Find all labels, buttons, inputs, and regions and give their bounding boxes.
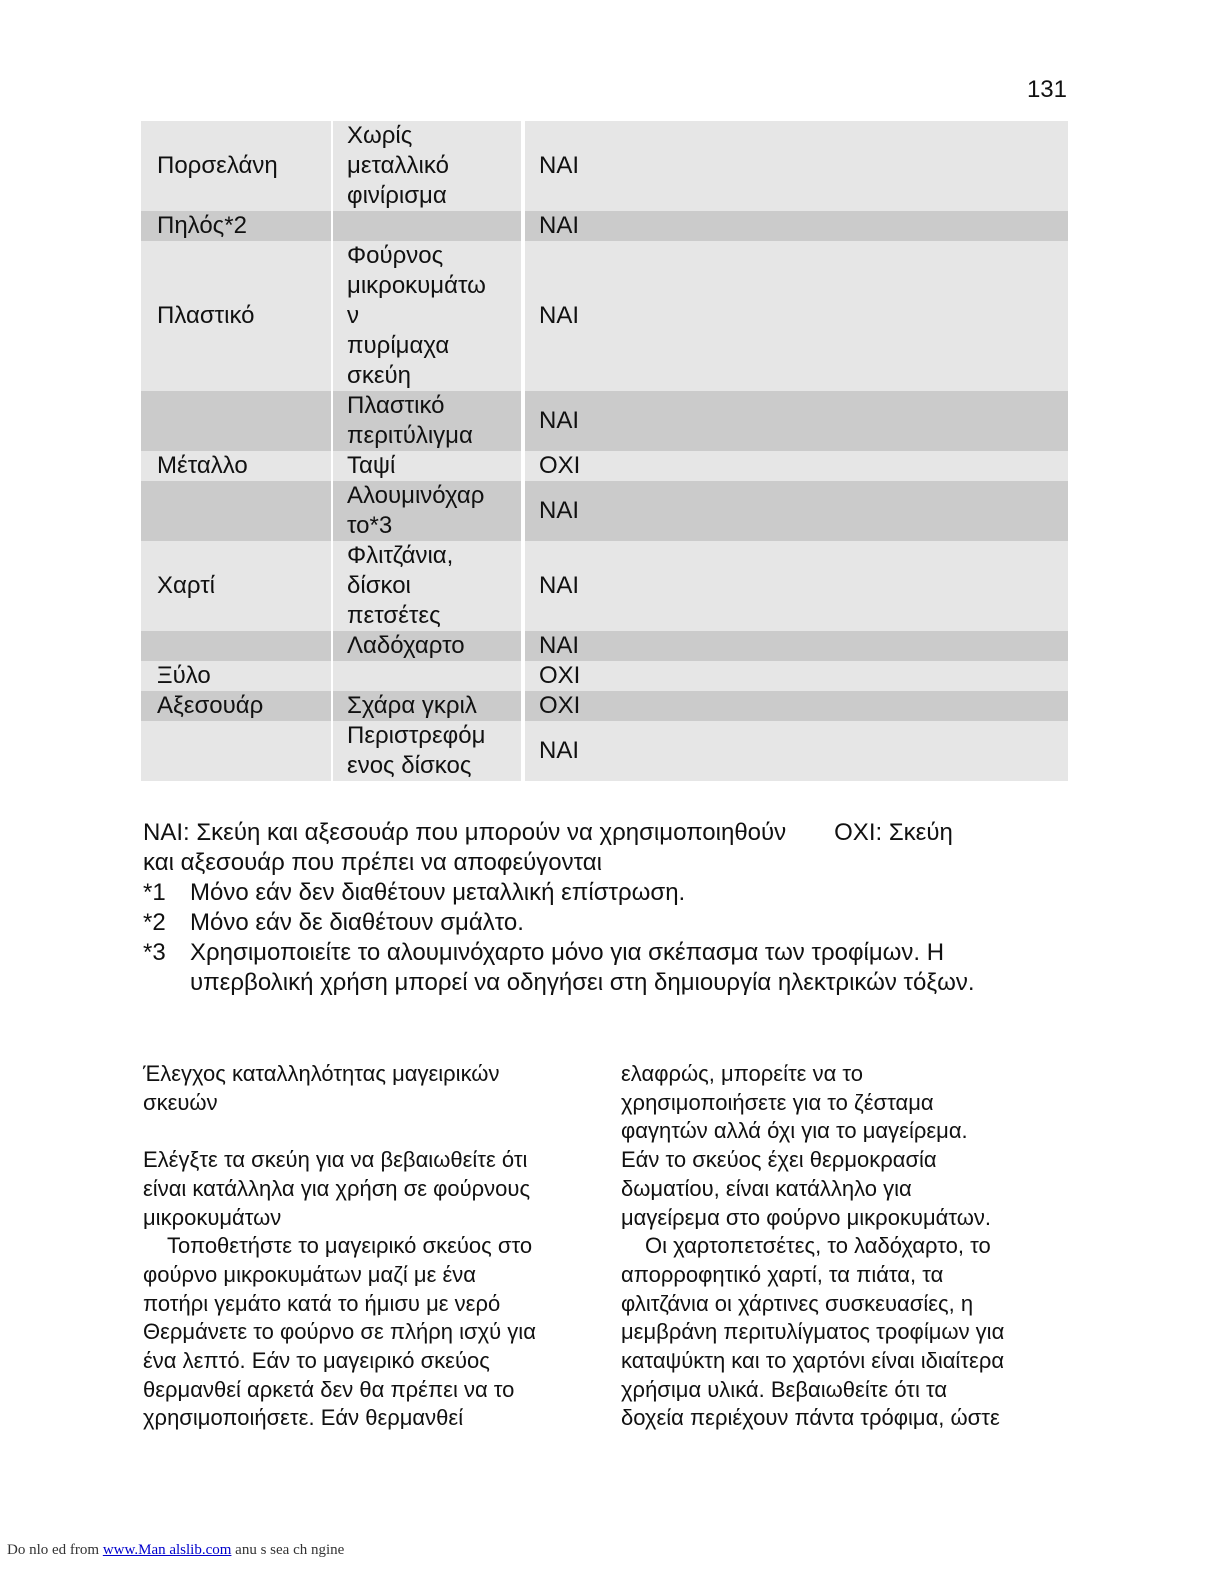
item-line: φινίρισμα	[347, 182, 447, 209]
item-cell	[331, 541, 521, 631]
suitability-cell: ΝΑΙ	[521, 481, 1068, 541]
download-footer	[7, 1542, 344, 1559]
text-line: δωματίου, είναι κατάλληλο για	[621, 1175, 912, 1201]
item-line: σκεύη	[347, 362, 411, 389]
item-line: Περιστρεφόμ	[347, 722, 486, 749]
item-cell	[331, 661, 521, 691]
suitability-cell: ΝΑΙ	[521, 541, 1068, 631]
material-cell	[141, 481, 331, 541]
footnotes	[143, 878, 1073, 998]
item-cell	[331, 121, 521, 211]
table-row	[141, 481, 1068, 541]
item-cell	[331, 631, 521, 661]
text-line: φούρνο μικροκυμάτων μαζί με ένα	[143, 1261, 477, 1287]
material-cell: Πηλός*2	[141, 211, 331, 241]
text-line: ποτήρι γεμάτο κατά το ήμισυ με νερό	[143, 1290, 501, 1316]
footer-suffix: anu s sea ch ngine	[235, 1542, 345, 1558]
footnote-mark: *1	[143, 879, 166, 906]
table-row	[141, 391, 1068, 451]
item-cell	[331, 451, 521, 481]
footer-prefix: Do nlo ed from	[7, 1542, 100, 1558]
text-line: ελαφρώς, μπορείτε να το	[621, 1061, 864, 1086]
material-cell: Πλαστικό	[141, 241, 331, 391]
item-line: ν	[347, 302, 359, 329]
material-cell	[141, 721, 331, 781]
suitability-cell: ΝΑΙ	[521, 211, 1068, 241]
item-line: πυρίμαχα	[347, 332, 450, 359]
text-line: δοχεία περιέχουν πάντα τρόφιμα, ώστε	[621, 1405, 1000, 1431]
suitability-cell: ΝΑΙ	[521, 721, 1068, 781]
suitability-cell: ΟΧΙ	[521, 451, 1068, 481]
table-row	[141, 211, 1068, 241]
material-cell: Αξεσουάρ	[141, 691, 331, 721]
material-cell: Ξύλο	[141, 661, 331, 691]
section-intro	[143, 1146, 603, 1232]
footnote-text	[190, 878, 685, 908]
item-line: ενος δίσκος	[347, 752, 472, 779]
text-line: χρήσιμα υλικά. Βεβαιωθείτε ότι τα	[621, 1376, 948, 1402]
footnote-line: Μόνο εάν δεν διαθέτουν μεταλλική επίστρωση.	[190, 879, 686, 906]
materials-table	[141, 121, 1068, 781]
table-row	[141, 451, 1068, 481]
item-cell	[331, 721, 521, 781]
item-line: Χωρίς	[347, 122, 413, 149]
legend-no-continued: και αξεσουάρ που πρέπει να αποφεύγονται	[143, 849, 602, 876]
suitability-cell: ΝΑΙ	[521, 391, 1068, 451]
text-line: απορροφητικό χαρτί, τα πιάτα, τα	[621, 1261, 944, 1287]
suitability-cell: ΟΧΙ	[521, 691, 1068, 721]
item-line: μεταλλικό	[347, 152, 449, 179]
item-line: Σχάρα γκριλ	[347, 692, 477, 719]
footnote-text	[190, 938, 975, 998]
text-line: σκευών	[143, 1089, 218, 1115]
footnote	[143, 938, 1073, 998]
table-row	[141, 241, 1068, 391]
text-line: Θερμάνετε το φούρνο σε πλήρη ισχύ για	[143, 1319, 536, 1345]
text-line: χρησιμοποιήσετε. Εάν θερμανθεί	[143, 1405, 464, 1431]
suitability-cell: ΟΧΙ	[521, 661, 1068, 691]
item-cell	[331, 241, 521, 391]
legend-yes: ΝΑΙ: Σκεύη και αξεσουάρ που μπορούν να χρησιμοποιηθούν	[143, 819, 787, 846]
legend-no: ΟΧΙ: Σκεύη	[834, 819, 953, 846]
table-row	[141, 721, 1068, 781]
left-column	[143, 1060, 603, 1433]
footnote-line: Χρησιμοποιείτε το αλουμινόχαρτο μόνο για σκέπασμα των τροφίμων. Η	[190, 939, 945, 966]
text-line: Έλεγχος καταλληλότητας μαγειρικών	[143, 1061, 500, 1086]
text-line: καταψύκτη και το χαρτόνι είναι ιδιαίτερα	[621, 1348, 1005, 1374]
section-paragraph	[621, 1232, 1071, 1433]
footnote	[143, 878, 1073, 908]
item-line: περιτύλιγμα	[347, 422, 473, 449]
item-line: Πλαστικό	[347, 392, 445, 419]
footnote-line: Μόνο εάν δε διαθέτουν σμάλτο.	[190, 909, 524, 936]
paragraph-continuation	[621, 1060, 1071, 1232]
text-line: φαγητών αλλά όχι για το μαγείρεμα.	[621, 1118, 968, 1144]
table-row	[141, 541, 1068, 631]
manualslib-link[interactable]: www.Man alslib.com	[102, 1542, 232, 1558]
footnote-line: υπερβολική χρήση μπορεί να οδηγήσει στη δημιουργία ηλεκτρικών τόξων.	[190, 969, 975, 996]
item-line: Λαδόχαρτο	[347, 632, 465, 659]
material-cell: Πορσελάνη	[141, 121, 331, 211]
table-row	[141, 691, 1068, 721]
section-paragraph	[143, 1232, 603, 1433]
item-line: το*3	[347, 512, 393, 539]
legend-line	[143, 818, 1073, 848]
item-line: δίσκοι	[347, 572, 411, 599]
suitability-cell: ΝΑΙ	[521, 631, 1068, 661]
text-line: ένα λεπτό. Εάν το μαγειρικό σκεύος	[143, 1348, 490, 1374]
text-line: Ελέγξτε τα σκεύη για να βεβαιωθείτε ότι	[143, 1147, 528, 1173]
text-line: θερμανθεί αρκετά δεν θα πρέπει να το	[143, 1376, 515, 1402]
legend	[143, 818, 1073, 998]
material-cell: Χαρτί	[141, 541, 331, 631]
text-line: χρησιμοποιήσετε για το ζέσταμα	[621, 1089, 934, 1115]
text-line: μικροκυμάτων	[143, 1204, 282, 1230]
item-line: Φλιτζάνια,	[347, 542, 454, 569]
text-line: Εάν το σκεύος έχει θερμοκρασία	[621, 1147, 937, 1173]
footnote-mark: *2	[143, 909, 166, 936]
section-heading	[143, 1060, 603, 1117]
footnote	[143, 908, 1073, 938]
item-cell	[331, 391, 521, 451]
item-cell	[331, 211, 521, 241]
footnote-mark: *3	[143, 939, 166, 966]
text-line: Οι χαρτοπετσέτες, το λαδόχαρτο, το	[645, 1233, 991, 1259]
table-row	[141, 631, 1068, 661]
page-number: 131	[1026, 76, 1067, 103]
item-line: μικροκυμάτω	[347, 272, 486, 299]
item-line: Ταψί	[347, 452, 396, 479]
material-cell: Μέταλλο	[141, 451, 331, 481]
table-row	[141, 121, 1068, 211]
item-cell	[331, 691, 521, 721]
item-line: πετσέτες	[347, 602, 441, 629]
text-line: Τοποθετήστε το μαγειρικό σκεύος στο	[167, 1233, 533, 1259]
text-line: μαγείρεμα στο φούρνο μικροκυμάτων.	[621, 1204, 992, 1230]
right-column	[621, 1060, 1071, 1433]
text-line: μεμβράνη περιτυλίγματος τροφίμων για	[621, 1319, 1005, 1345]
item-line: Αλουμινόχαρ	[347, 482, 485, 509]
material-cell	[141, 391, 331, 451]
table-row	[141, 661, 1068, 691]
item-line: Φούρνος	[347, 242, 444, 269]
item-cell	[331, 481, 521, 541]
text-line: φλιτζάνια οι χάρτινες συσκευασίες, η	[621, 1290, 974, 1316]
suitability-cell: ΝΑΙ	[521, 121, 1068, 211]
material-cell	[141, 631, 331, 661]
suitability-cell: ΝΑΙ	[521, 241, 1068, 391]
footnote-text	[190, 908, 524, 938]
text-line: είναι κατάλληλα για χρήση σε φούρνους	[143, 1175, 531, 1201]
